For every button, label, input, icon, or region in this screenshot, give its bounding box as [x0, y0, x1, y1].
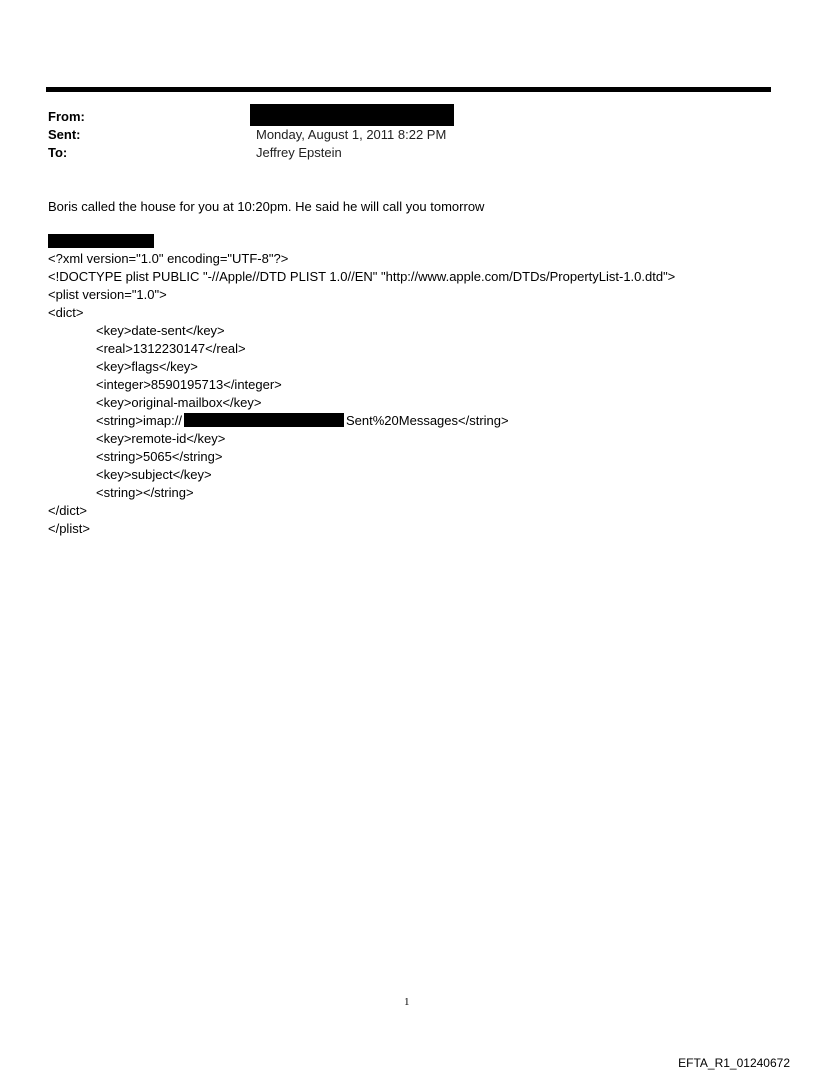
- sent-label: Sent:: [48, 127, 81, 142]
- xml-declaration: <?xml version="1.0" encoding="UTF-8"?>: [48, 251, 289, 266]
- string-imap-suffix: Sent%20Messages</string>: [346, 413, 509, 428]
- signature-redaction: [48, 234, 154, 248]
- page-number: 1: [404, 996, 410, 1008]
- from-redaction: [250, 104, 454, 126]
- string-imap: [48, 412, 675, 430]
- key-original-mailbox: <key>original-mailbox</key>: [96, 395, 262, 410]
- header-divider: [46, 87, 771, 92]
- to-value: Jeffrey Epstein: [256, 145, 342, 160]
- plist-close: </plist>: [48, 521, 90, 536]
- string-imap-prefix: <string>imap://: [96, 413, 182, 428]
- integer-value: <integer>8590195713</integer>: [96, 377, 282, 392]
- key-remote-id: <key>remote-id</key>: [96, 431, 226, 446]
- key-subject: <key>subject</key>: [96, 467, 212, 482]
- real-value: <real>1312230147</real>: [96, 341, 246, 356]
- imap-redaction: [184, 413, 344, 427]
- sent-value: Monday, August 1, 2011 8:22 PM: [256, 127, 447, 142]
- message-body: Boris called the house for you at 10:20pm. He said he will call you tomorrow: [48, 199, 485, 214]
- to-label: To:: [48, 145, 68, 160]
- key-date-sent: <key>date-sent</key>: [96, 323, 225, 338]
- string-subject: <string></string>: [96, 485, 194, 500]
- string-remote-id: <string>5065</string>: [96, 449, 223, 464]
- plist-open: <plist version="1.0">: [48, 287, 167, 302]
- from-label: From:: [48, 109, 85, 124]
- document-id: EFTA_R1_01240672: [678, 1056, 790, 1070]
- dict-open: <dict>: [48, 305, 84, 320]
- key-flags: <key>flags</key>: [96, 359, 198, 374]
- xml-doctype: <!DOCTYPE plist PUBLIC "-//Apple//DTD PLIST 1.0//EN" "http://www.apple.com/DTDs/PropertyList-1.0.dtd">: [48, 269, 676, 284]
- dict-close: </dict>: [48, 503, 88, 518]
- plist-block: [48, 250, 675, 538]
